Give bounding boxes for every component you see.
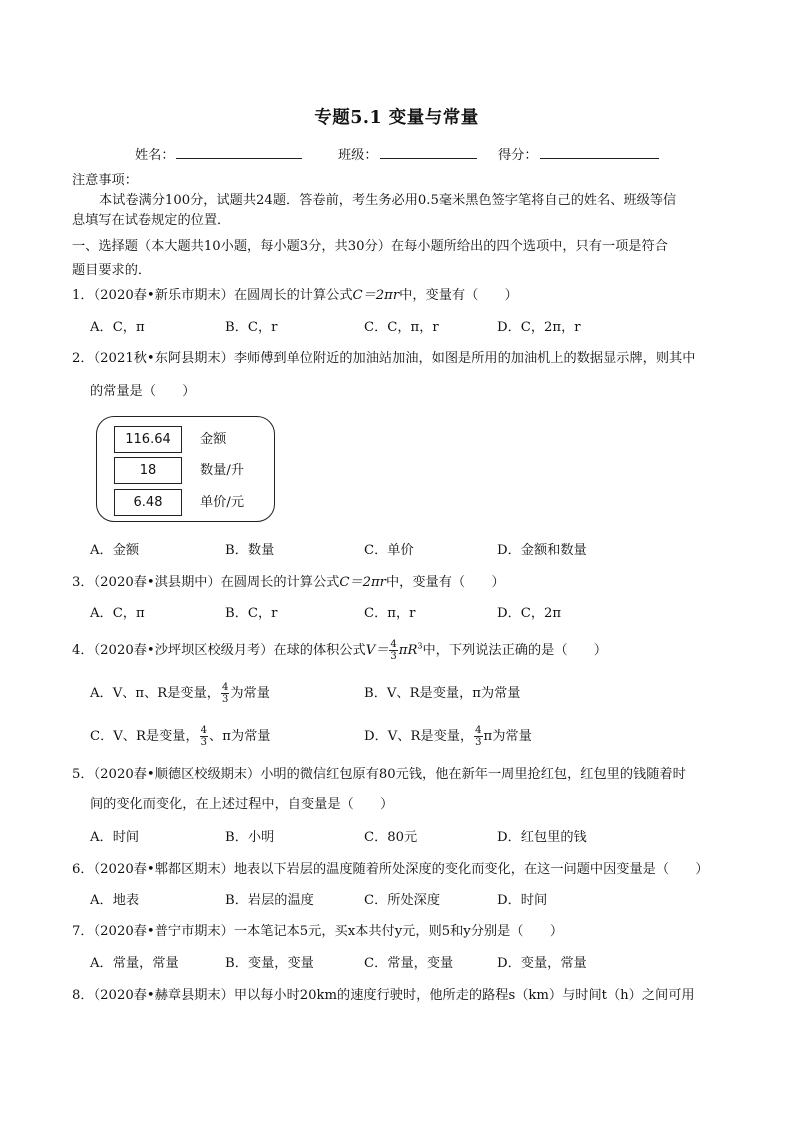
formula: C＝2πr	[352, 288, 400, 303]
q1-option-a[interactable]: A．C，π	[90, 320, 145, 335]
quantity-label: 数量/升	[200, 463, 245, 478]
q4-option-d[interactable]: D．V、R是变量， $\frac{4}{3}$ π为常量	[364, 725, 532, 748]
q2-option-b[interactable]: B．数量	[225, 543, 275, 558]
q1-option-c[interactable]: C．C，π，r	[364, 320, 439, 335]
page-title: 专题5.1 变量与常量	[314, 108, 479, 128]
question-3-stem: 3．（2020春•淇县期中）在圆周长的计算公式C＝2πr中，变量有（ ）	[72, 575, 505, 590]
name-underline[interactable]	[176, 158, 302, 159]
question-2-stem-line-1: 2．（2021秋•东阿县期末）李师傅到单位附近的加油站加油，如图是所用的加油机上的数据显示牌，则其中	[72, 351, 696, 366]
question-6-stem: 6．（2020春•郫都区期末）地表以下岩层的温度随着所处深度的变化而变化，在这一问题中因变量是（ ）	[72, 862, 709, 877]
unit-price-value-box: 6.48	[114, 489, 182, 516]
quantity-value-box: 18	[114, 457, 182, 484]
q3-option-c[interactable]: C．π，r	[364, 606, 416, 621]
q2-option-a[interactable]: A．金额	[90, 543, 140, 558]
score-label: 得分：	[498, 148, 538, 163]
section-heading-line-2: 题目要求的．	[72, 263, 152, 278]
question-7-stem: 7．（2020春•普宁市期末）一本笔记本5元，买x本共付y元，则5和y分别是（ ）	[72, 924, 564, 939]
q3-option-a[interactable]: A．C，π	[90, 606, 145, 621]
formula: C＝2πr	[339, 575, 386, 590]
section-heading-line-1: 一、选择题（本大题共10小题，每小题3分，共30分）在每小题所给出的四个选项中，只有一项是符合	[72, 239, 668, 254]
q4-option-b[interactable]: B．V、R是变量，π为常量	[364, 686, 521, 701]
q1-option-d[interactable]: D．C，2π，r	[497, 320, 581, 335]
q5-option-c[interactable]: C．80元	[364, 830, 418, 845]
question-1-stem: 1．（2020春•新乐市期末）在圆周长的计算公式C＝2πr中，变量有（ ）	[72, 288, 518, 303]
fraction-four-thirds: $\frac{4}{3}$	[475, 725, 482, 748]
class-underline[interactable]	[380, 158, 477, 159]
question-5-stem-line-1: 5．（2020春•顺德区校级期末）小明的微信红包原有80元钱，他在新年一周里抢红包，红包里的钱随着时	[72, 767, 686, 782]
q6-option-a[interactable]: A．地表	[90, 893, 140, 908]
unit-price-label: 单价/元	[200, 495, 245, 510]
q7-option-c[interactable]: C．常量，变量	[364, 956, 454, 971]
question-2-stem-line-2: 的常量是（ ）	[90, 384, 196, 399]
score-underline[interactable]	[540, 158, 659, 159]
q3-option-b[interactable]: B．C，r	[225, 606, 278, 621]
q4-option-a[interactable]: A．V、π、R是变量， $\frac{4}{3}$ 为常量	[90, 682, 270, 705]
q7-option-d[interactable]: D．变量，常量	[497, 956, 587, 971]
q6-option-d[interactable]: D．时间	[497, 893, 548, 908]
q2-option-c[interactable]: C．单价	[364, 543, 414, 558]
q6-option-b[interactable]: B．岩层的温度	[225, 893, 314, 908]
amount-label: 金额	[200, 432, 227, 447]
q5-option-d[interactable]: D．红包里的钱	[497, 830, 587, 845]
notice-line-1: 本试卷满分100分，试题共24题．答卷前，考生务必用0.5毫米黑色签字笔将自己的姓名、班级等信	[99, 193, 677, 208]
question-8-stem: 8．（2020春•赫章县期末）甲以每小时20km的速度行驶时，他所走的路程s（km）与时间t（h）之间可用	[72, 988, 695, 1003]
notice-heading: 注意事项：	[72, 173, 138, 188]
q3-option-d[interactable]: D．C，2π	[497, 606, 562, 621]
q1-option-b[interactable]: B．C，r	[225, 320, 278, 335]
question-5-stem-line-2: 间的变化而变化，在上述过程中，自变量是（ ）	[90, 797, 394, 812]
q5-option-a[interactable]: A．时间	[90, 830, 140, 845]
notice-line-2: 息填写在试卷规定的位置．	[72, 213, 231, 228]
q5-option-b[interactable]: B．小明	[225, 830, 275, 845]
fraction-four-thirds: $\frac{4}{3}$	[221, 682, 229, 705]
fraction-four-thirds: $\frac{4}{3}$	[390, 639, 397, 662]
q7-option-a[interactable]: A．常量，常量	[90, 956, 179, 971]
question-4-stem: 4．（2020春•沙坪坝区校级月考）在球的体积公式V＝ $\frac{4}{3}$ $\pi R^3$中，下列说法正确的是（ ）	[72, 639, 608, 662]
name-label: 姓名：	[135, 148, 175, 163]
q2-option-d[interactable]: D．金额和数量	[497, 543, 587, 558]
q6-option-c[interactable]: C．所处深度	[364, 893, 441, 908]
class-label: 班级：	[338, 148, 378, 163]
q7-option-b[interactable]: B．变量，变量	[225, 956, 314, 971]
fuel-pump-display	[96, 416, 275, 522]
q4-option-c[interactable]: C．V、R是变量， $\frac{4}{3}$ 、π为常量	[90, 725, 271, 748]
amount-value-box: 116.64	[114, 426, 182, 453]
fraction-four-thirds: $\frac{4}{3}$	[200, 725, 208, 748]
